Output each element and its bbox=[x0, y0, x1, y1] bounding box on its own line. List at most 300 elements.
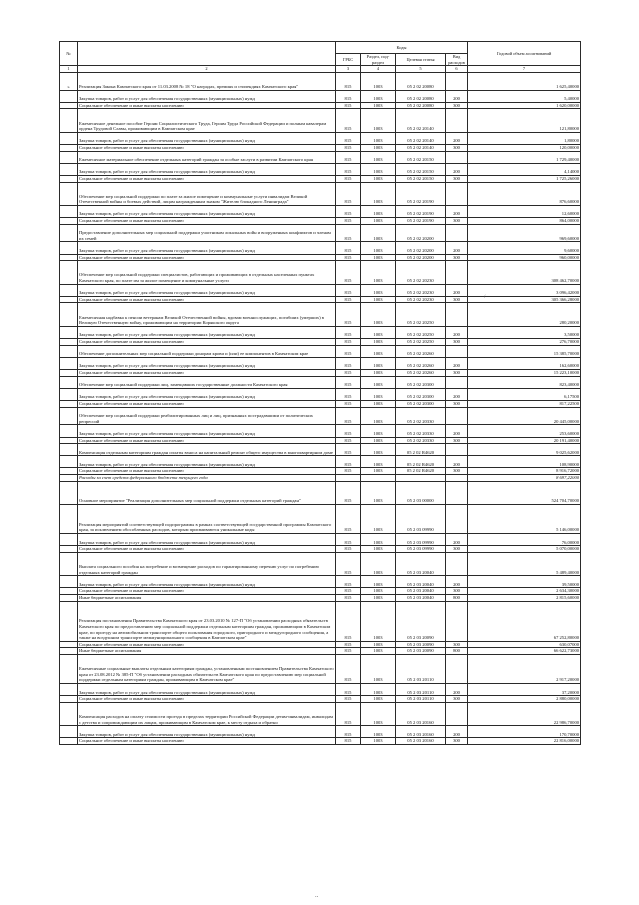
row-number bbox=[60, 400, 78, 407]
row-name: Обеспечение дополнительных мер социальной поддержки донорам крови и (или) ее компонентов в Камчатском крае bbox=[78, 345, 336, 357]
row-target-article: 05 2 02 20300 bbox=[396, 376, 446, 388]
row-target-article: 05 2 02 20230 bbox=[396, 296, 446, 303]
table-row bbox=[60, 242, 581, 254]
row-number bbox=[60, 738, 78, 745]
row-name: Социальное обеспечение и иные выплаты населению bbox=[78, 296, 336, 303]
table-row bbox=[60, 90, 581, 102]
row-expense-type bbox=[446, 182, 468, 205]
header-razd: Раздел, под- раздел bbox=[361, 54, 396, 66]
row-target-article: 05 2 02 20250 bbox=[396, 339, 446, 346]
row-number bbox=[60, 151, 78, 163]
row-section: 1003 bbox=[361, 595, 396, 602]
row-amount: 253,60000 bbox=[468, 425, 581, 437]
row-expense-type: 200 bbox=[446, 388, 468, 400]
row-amount: 4,14000 bbox=[468, 163, 581, 175]
row-name: Социальное обеспечение и иные выплаты населению bbox=[78, 254, 336, 261]
row-name: Предоставление дополнительных мер социальной поддержки участникам локальных войн и вооруженных конфликтов и членам их семей bbox=[78, 224, 336, 242]
row-section: 1003 bbox=[361, 339, 396, 346]
row-section: 1003 bbox=[361, 303, 396, 326]
row-amount: 630,07000 bbox=[468, 641, 581, 648]
row-amount: 969,60000 bbox=[468, 224, 581, 242]
row-target-article: 05 2 02 20330 bbox=[396, 437, 446, 444]
row-number bbox=[60, 552, 78, 575]
row-expense-type: 300 bbox=[446, 339, 468, 346]
table-row bbox=[60, 576, 581, 588]
row-section: 1003 bbox=[361, 546, 396, 553]
row-number bbox=[60, 654, 78, 683]
row-number bbox=[60, 182, 78, 205]
row-section: 1003 bbox=[361, 400, 396, 407]
row-grbs: 815 bbox=[336, 303, 361, 326]
row-grbs: 815 bbox=[336, 72, 361, 90]
row-target-article: 05 2 02 20250 bbox=[396, 326, 446, 338]
row-section: 1003 bbox=[361, 696, 396, 703]
row-target-article: 05 2 03 20110 bbox=[396, 683, 446, 695]
row-number bbox=[60, 588, 78, 595]
row-section: 1003 bbox=[361, 369, 396, 376]
row-target-article: 05 2 02 20260 bbox=[396, 369, 446, 376]
row-grbs: 815 bbox=[336, 326, 361, 338]
header-grbs: ГРБС bbox=[336, 54, 361, 66]
row-amount: 66 622,73000 bbox=[468, 648, 581, 655]
row-target-article: 05 2 02 20150 bbox=[396, 163, 446, 175]
row-target-article: 05 2 02 20080 bbox=[396, 90, 446, 102]
row-expense-type bbox=[446, 109, 468, 132]
row-section: 1003 bbox=[361, 388, 396, 400]
row-name: Закупка товаров, работ и услуг для обеспечения государственных (муниципальных) нужд bbox=[78, 284, 336, 296]
header-name bbox=[78, 42, 336, 66]
table-row bbox=[60, 132, 581, 144]
table-row bbox=[60, 224, 581, 242]
row-expense-type: 800 bbox=[446, 648, 468, 655]
row-target-article: 05 2 02 20080 bbox=[396, 102, 446, 109]
row-expense-type bbox=[446, 72, 468, 90]
row-grbs: 815 bbox=[336, 456, 361, 468]
row-name: Обеспечение мер социальной поддержки лиц, замещавших государственные должности Камчатского края bbox=[78, 376, 336, 388]
row-section: 1003 bbox=[361, 296, 396, 303]
row-target-article: 05 2 02 20190 bbox=[396, 218, 446, 225]
row-expense-type bbox=[446, 481, 468, 504]
row-amount: 2 917,20000 bbox=[468, 654, 581, 683]
row-section: 1003 bbox=[361, 144, 396, 151]
row-grbs: 815 bbox=[336, 552, 361, 575]
row-number bbox=[60, 505, 78, 534]
row-expense-type bbox=[446, 151, 468, 163]
table-row bbox=[60, 481, 581, 504]
row-amount: 2 880,00000 bbox=[468, 696, 581, 703]
row-expense-type: 200 bbox=[446, 284, 468, 296]
margin-mark: / bbox=[484, 295, 486, 300]
row-number bbox=[60, 326, 78, 338]
row-grbs: 815 bbox=[336, 144, 361, 151]
row-number bbox=[60, 641, 78, 648]
row-section: 1003 bbox=[361, 726, 396, 738]
row-expense-type: 800 bbox=[446, 595, 468, 602]
row-target-article: 05 2 02 20300 bbox=[396, 400, 446, 407]
row-grbs: 815 bbox=[336, 696, 361, 703]
row-number bbox=[60, 475, 78, 482]
row-expense-type: 200 bbox=[446, 456, 468, 468]
row-target-article: 05 2 02 R4620 bbox=[396, 468, 446, 475]
row-target-article: 05 2 02 20260 bbox=[396, 345, 446, 357]
row-name: Ежемесячные социальные выплаты отдельным категориям граждан, установленным постановлением Правительства Камчатского края от 23.08.2012 № 385-П "Об установлении расходных обязательств Камчатского края по предоставлению мер социальной поддержки отдельным категориям граждан, проживающим в Камчатском крае" bbox=[78, 654, 336, 683]
row-expense-type: 200 bbox=[446, 326, 468, 338]
row-number bbox=[60, 407, 78, 425]
table-row bbox=[60, 175, 581, 182]
row-grbs bbox=[336, 475, 361, 482]
row-grbs: 815 bbox=[336, 738, 361, 745]
row-section: 1003 bbox=[361, 456, 396, 468]
row-amount: 1 725,26000 bbox=[468, 175, 581, 182]
row-section: 1003 bbox=[361, 702, 396, 725]
col-number: 7 bbox=[468, 66, 581, 73]
row-expense-type: 300 bbox=[446, 144, 468, 151]
table-row bbox=[60, 254, 581, 261]
row-target-article: 05 2 02 20260 bbox=[396, 357, 446, 369]
row-number bbox=[60, 296, 78, 303]
row-name: Социальное обеспечение и иные выплаты населению bbox=[78, 369, 336, 376]
row-section: 1003 bbox=[361, 218, 396, 225]
table-row bbox=[60, 109, 581, 132]
row-amount: 280,20000 bbox=[468, 303, 581, 326]
row-section: 1003 bbox=[361, 654, 396, 683]
table-row bbox=[60, 595, 581, 602]
row-section: 1003 bbox=[361, 648, 396, 655]
row-name: Социальное обеспечение и иные выплаты населению bbox=[78, 641, 336, 648]
row-target-article: 05 2 02 20140 bbox=[396, 144, 446, 151]
row-target-article: 05 2 02 20200 bbox=[396, 254, 446, 261]
row-target-article: 05 2 03 20160 bbox=[396, 702, 446, 725]
row-section: 1003 bbox=[361, 357, 396, 369]
row-number bbox=[60, 683, 78, 695]
table-row bbox=[60, 648, 581, 655]
row-name: Закупка товаров, работ и услуг для обеспечения государственных (муниципальных) нужд bbox=[78, 576, 336, 588]
row-grbs: 815 bbox=[336, 357, 361, 369]
row-amount: 170,70000 bbox=[468, 726, 581, 738]
row-grbs: 815 bbox=[336, 576, 361, 588]
row-name: Компенсация расходов на оплату стоимости проезда в пределах территории Российской Федерации детям-инвалидам, инвалидам с детства и сопровождающим их лицам, проживающим в Камчатском крае, к месту отдыха и обратно bbox=[78, 702, 336, 725]
row-name: Закупка товаров, работ и услуг для обеспечения государственных (муниципальных) нужд bbox=[78, 683, 336, 695]
table-body bbox=[60, 72, 581, 744]
table-row bbox=[60, 357, 581, 369]
row-expense-type: 200 bbox=[446, 242, 468, 254]
row-target-article: 05 2 02 20140 bbox=[396, 109, 446, 132]
row-target-article: 05 2 03 20110 bbox=[396, 696, 446, 703]
row-name: Социальное обеспечение и иные выплаты населению bbox=[78, 175, 336, 182]
table-row bbox=[60, 437, 581, 444]
row-number bbox=[60, 163, 78, 175]
row-grbs: 815 bbox=[336, 654, 361, 683]
row-name: Ежемесячное материальное обеспечение отдельных категорий граждан за особые заслуги в развитии Камчатского края bbox=[78, 151, 336, 163]
row-grbs: 815 bbox=[336, 163, 361, 175]
row-name: Обеспечение мер социальной поддержки по плате за жилое помещение и коммунальные услуги инвалидам Великой Отечественной войны и боевых действий, лицам награжденным знаком "Жителю блокадного Ленинграда" bbox=[78, 182, 336, 205]
row-target-article: 05 2 03 20040 bbox=[396, 595, 446, 602]
row-grbs: 815 bbox=[336, 534, 361, 546]
row-number bbox=[60, 456, 78, 468]
row-amount: 1 620,00000 bbox=[468, 102, 581, 109]
row-name: Реализация Закона Камчатского края от 11.03.2008 № 18 "О наградах, премиях и стипендиях Камчатского края" bbox=[78, 72, 336, 90]
table-row bbox=[60, 261, 581, 284]
row-number bbox=[60, 481, 78, 504]
table-row bbox=[60, 444, 581, 456]
row-number bbox=[60, 339, 78, 346]
row-name: Выплата социального пособия на погребение и возмещение расходов по гарантированному перечню услуг по погребению отдельных категорий граждан bbox=[78, 552, 336, 575]
row-target-article: 05 2 03 20040 bbox=[396, 576, 446, 588]
row-expense-type: 200 bbox=[446, 726, 468, 738]
row-name: Реализация мероприятий соответствующей подпрограммы в рамках соответствующей государственной программы Камчатского края, за исключением обособленных расходов, которым присваиваются уникальные коды bbox=[78, 505, 336, 534]
table-row bbox=[60, 407, 581, 425]
row-grbs: 815 bbox=[336, 376, 361, 388]
row-amount: 162,60000 bbox=[468, 357, 581, 369]
row-number bbox=[60, 242, 78, 254]
row-name: Социальное обеспечение и иные выплаты населению bbox=[78, 546, 336, 553]
row-target-article: 05 2 02 20080 bbox=[396, 72, 446, 90]
row-amount: 876,60000 bbox=[468, 182, 581, 205]
row-number bbox=[60, 726, 78, 738]
row-grbs: 815 bbox=[336, 175, 361, 182]
table-row bbox=[60, 376, 581, 388]
row-target-article: 05 2 02 20190 bbox=[396, 182, 446, 205]
row-expense-type: 300 bbox=[446, 588, 468, 595]
col-number: 2 bbox=[78, 66, 336, 73]
row-grbs: 815 bbox=[336, 444, 361, 456]
row-amount: 22 816,00000 bbox=[468, 738, 581, 745]
row-grbs: 815 bbox=[336, 109, 361, 132]
row-grbs: 815 bbox=[336, 595, 361, 602]
row-section: 1003 bbox=[361, 72, 396, 90]
row-number bbox=[60, 218, 78, 225]
row-grbs: 815 bbox=[336, 254, 361, 261]
table-row bbox=[60, 72, 581, 90]
row-grbs: 815 bbox=[336, 683, 361, 695]
row-number bbox=[60, 425, 78, 437]
row-expense-type bbox=[446, 303, 468, 326]
row-number bbox=[60, 144, 78, 151]
row-target-article: 05 2 02 20230 bbox=[396, 261, 446, 284]
table-row bbox=[60, 400, 581, 407]
row-amount: 67 252,80000 bbox=[468, 601, 581, 641]
header-csr: Целевая статья bbox=[396, 54, 446, 66]
column-number-row bbox=[60, 66, 581, 73]
row-expense-type: 200 bbox=[446, 425, 468, 437]
row-expense-type: 300 bbox=[446, 296, 468, 303]
row-number bbox=[60, 175, 78, 182]
row-amount: 3,50000 bbox=[468, 326, 581, 338]
row-name: Закупка товаров, работ и услуг для обеспечения государственных (муниципальных) нужд bbox=[78, 163, 336, 175]
row-amount: 1,80000 bbox=[468, 132, 581, 144]
row-name: Закупка товаров, работ и услуг для обеспечения государственных (муниципальных) нужд bbox=[78, 132, 336, 144]
row-amount: 823,40000 bbox=[468, 376, 581, 388]
row-amount: 22 986,70000 bbox=[468, 702, 581, 725]
row-amount: 308 462,70000 bbox=[468, 261, 581, 284]
row-target-article: 05 2 03 20040 bbox=[396, 552, 446, 575]
row-section: 1003 bbox=[361, 345, 396, 357]
table-row bbox=[60, 475, 581, 482]
row-number bbox=[60, 437, 78, 444]
row-section: 1003 bbox=[361, 683, 396, 695]
table-row bbox=[60, 468, 581, 475]
header-no: № bbox=[60, 42, 78, 66]
row-number bbox=[60, 376, 78, 388]
row-target-article: 05 2 03 20090 bbox=[396, 641, 446, 648]
row-amount: 5 489,40000 bbox=[468, 552, 581, 575]
col-number: 4 bbox=[361, 66, 396, 73]
row-section: 1003 bbox=[361, 407, 396, 425]
row-target-article: 05 2 02 20150 bbox=[396, 175, 446, 182]
row-target-article: 05 2 02 20250 bbox=[396, 303, 446, 326]
row-amount: 5,40000 bbox=[468, 90, 581, 102]
row-number bbox=[60, 254, 78, 261]
row-expense-type: 300 bbox=[446, 437, 468, 444]
row-name: Социальное обеспечение и иные выплаты населению bbox=[78, 437, 336, 444]
table-header bbox=[60, 42, 581, 73]
row-target-article: 05 2 02 20330 bbox=[396, 425, 446, 437]
header-sum: Годовой объем ассигнований bbox=[468, 42, 581, 66]
row-grbs: 815 bbox=[336, 242, 361, 254]
col-number: 3 bbox=[336, 66, 361, 73]
row-number bbox=[60, 102, 78, 109]
table-row bbox=[60, 102, 581, 109]
table-row bbox=[60, 388, 581, 400]
row-amount: 9,60000 bbox=[468, 242, 581, 254]
row-expense-type: 300 bbox=[446, 696, 468, 703]
row-expense-type bbox=[446, 345, 468, 357]
row-section: 1003 bbox=[361, 163, 396, 175]
row-amount: 3 096,42000 bbox=[468, 284, 581, 296]
row-target-article: 05 2 02 20150 bbox=[396, 151, 446, 163]
row-number bbox=[60, 369, 78, 376]
row-name: Социальное обеспечение и иные выплаты населению bbox=[78, 468, 336, 475]
row-number bbox=[60, 576, 78, 588]
table-row bbox=[60, 505, 581, 534]
row-grbs: 815 bbox=[336, 261, 361, 284]
row-amount: 864,00000 bbox=[468, 218, 581, 225]
row-name: Социальное обеспечение и иные выплаты населению bbox=[78, 102, 336, 109]
table-row bbox=[60, 144, 581, 151]
row-target-article: 05 2 02 R4620 bbox=[396, 444, 446, 456]
row-number bbox=[60, 595, 78, 602]
row-section: 1003 bbox=[361, 205, 396, 217]
table-row bbox=[60, 702, 581, 725]
row-expense-type: 300 bbox=[446, 400, 468, 407]
row-name: Социальное обеспечение и иные выплаты населению bbox=[78, 339, 336, 346]
col-number: 6 bbox=[446, 66, 468, 73]
row-expense-type bbox=[446, 601, 468, 641]
table-row bbox=[60, 534, 581, 546]
row-name: Социальное обеспечение и иные выплаты населению bbox=[78, 696, 336, 703]
row-number bbox=[60, 284, 78, 296]
row-expense-type: 300 bbox=[446, 369, 468, 376]
row-amount: 5 146,00000 bbox=[468, 505, 581, 534]
row-name: Социальное обеспечение и иные выплаты населению bbox=[78, 218, 336, 225]
row-target-article: 05 2 03 00000 bbox=[396, 481, 446, 504]
row-number bbox=[60, 444, 78, 456]
row-grbs: 815 bbox=[336, 388, 361, 400]
row-number bbox=[60, 205, 78, 217]
row-name: Закупка товаров, работ и услуг для обеспечения государственных (муниципальных) нужд bbox=[78, 326, 336, 338]
row-section: 1003 bbox=[361, 182, 396, 205]
table-row bbox=[60, 456, 581, 468]
row-target-article: 05 2 02 20200 bbox=[396, 224, 446, 242]
col-number: 1 bbox=[60, 66, 78, 73]
row-section: 1003 bbox=[361, 505, 396, 534]
row-section: 1003 bbox=[361, 468, 396, 475]
row-target-article: 05 2 02 20330 bbox=[396, 407, 446, 425]
page-mark: .. bbox=[315, 893, 319, 899]
row-section: 1003 bbox=[361, 175, 396, 182]
row-grbs: 815 bbox=[336, 339, 361, 346]
row-name: Расходы за счет средств федерального бюджета текущего года bbox=[78, 475, 336, 482]
row-target-article: 05 2 03 09990 bbox=[396, 505, 446, 534]
row-target-article: 05 2 03 20160 bbox=[396, 726, 446, 738]
row-section: 1003 bbox=[361, 437, 396, 444]
row-section: 1003 bbox=[361, 738, 396, 745]
row-number bbox=[60, 696, 78, 703]
row-section bbox=[361, 475, 396, 482]
row-grbs: 815 bbox=[336, 425, 361, 437]
row-grbs: 815 bbox=[336, 641, 361, 648]
table-row bbox=[60, 303, 581, 326]
table-row bbox=[60, 738, 581, 745]
row-name: Закупка товаров, работ и услуг для обеспечения государственных (муниципальных) нужд bbox=[78, 456, 336, 468]
row-name: Закупка товаров, работ и услуг для обеспечения государственных (муниципальных) нужд bbox=[78, 388, 336, 400]
row-grbs: 815 bbox=[336, 205, 361, 217]
table-row bbox=[60, 641, 581, 648]
row-section: 1003 bbox=[361, 326, 396, 338]
row-target-article bbox=[396, 475, 446, 482]
table-row bbox=[60, 284, 581, 296]
row-number bbox=[60, 534, 78, 546]
row-amount: 121,80000 bbox=[468, 109, 581, 132]
table-row bbox=[60, 339, 581, 346]
row-expense-type bbox=[446, 261, 468, 284]
row-number: » bbox=[60, 72, 78, 90]
row-amount: 76,00000 bbox=[468, 534, 581, 546]
budget-sheet bbox=[59, 41, 580, 745]
row-amount: 6,17500 bbox=[468, 388, 581, 400]
row-name: Социальное обеспечение и иные выплаты населению bbox=[78, 144, 336, 151]
table-row bbox=[60, 726, 581, 738]
row-expense-type: 300 bbox=[446, 468, 468, 475]
row-name: Закупка товаров, работ и услуг для обеспечения государственных (муниципальных) нужд bbox=[78, 726, 336, 738]
row-amount: 15 385,70000 bbox=[468, 345, 581, 357]
table-row bbox=[60, 369, 581, 376]
row-section: 1003 bbox=[361, 641, 396, 648]
row-amount: 12,60000 bbox=[468, 205, 581, 217]
row-expense-type bbox=[446, 224, 468, 242]
row-amount: 276,70000 bbox=[468, 339, 581, 346]
row-grbs: 815 bbox=[336, 369, 361, 376]
row-expense-type: 200 bbox=[446, 132, 468, 144]
row-amount: 1 729,40000 bbox=[468, 151, 581, 163]
row-expense-type: 200 bbox=[446, 357, 468, 369]
table-row bbox=[60, 218, 581, 225]
table-row bbox=[60, 683, 581, 695]
row-name: Социальное обеспечение и иные выплаты населению bbox=[78, 400, 336, 407]
row-name: Социальное обеспечение и иные выплаты населению bbox=[78, 588, 336, 595]
row-grbs: 815 bbox=[336, 588, 361, 595]
budget-table bbox=[59, 41, 581, 745]
row-grbs: 815 bbox=[336, 132, 361, 144]
row-target-article: 05 2 03 09990 bbox=[396, 546, 446, 553]
row-number bbox=[60, 648, 78, 655]
row-target-article: 05 2 03 20040 bbox=[396, 588, 446, 595]
row-number bbox=[60, 388, 78, 400]
row-name: Ежемесячная надбавка к пенсии ветеранам Великой Отечественной войны, вдовам военнослужащих, погибших (умерших) в Великую Отечественную войну, проживающим на территории Корякского округа bbox=[78, 303, 336, 326]
row-expense-type bbox=[446, 702, 468, 725]
row-number bbox=[60, 345, 78, 357]
row-amount: 108,90000 bbox=[468, 456, 581, 468]
